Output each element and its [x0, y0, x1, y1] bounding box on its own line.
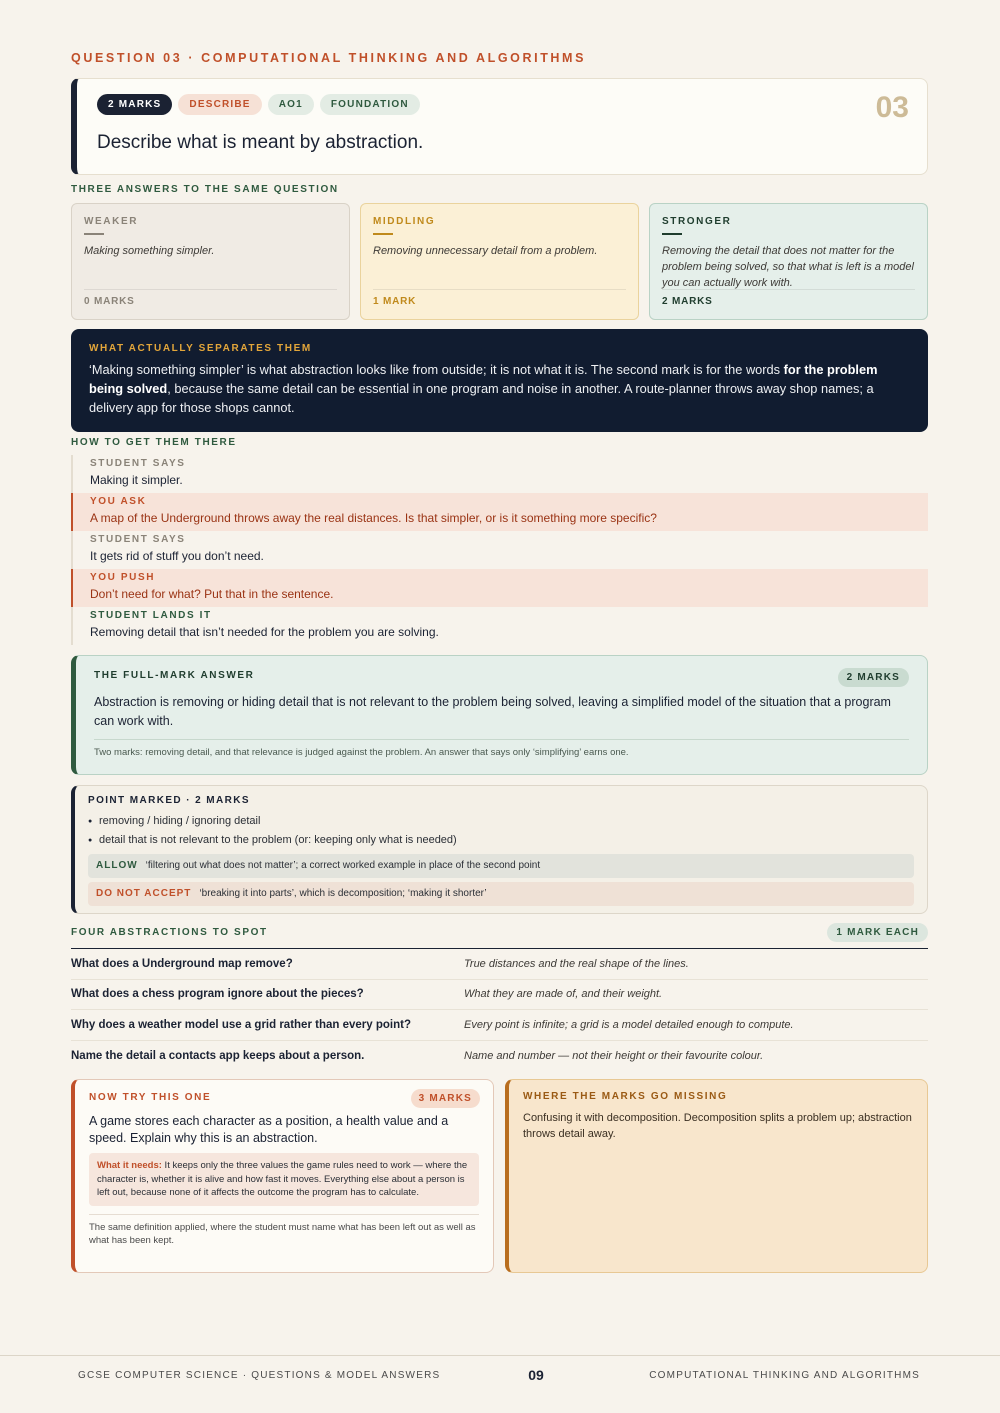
deny-text: ‘breaking it into parts’, which is decomposition; ‘making it shorter’ [199, 888, 487, 899]
page-number: 09 [528, 1367, 544, 1383]
mark-point: ● detail that is not relevant to the problem (or: keeping only what is needed) [88, 831, 914, 850]
divider [662, 233, 682, 235]
row-question: What does a chess program ignore about the pieces? [71, 988, 364, 1001]
speaker-label: STUDENT LANDS IT [90, 610, 212, 621]
marks-badge: 2 MARKS [838, 668, 909, 687]
row-question: Name the detail a contacts app keeps about a person. [71, 1049, 365, 1062]
coaching-dialog [71, 455, 928, 645]
callout-text: , because the same detail can be essential in one program and noise in another. A route-planner throws away shop names; a delivery app for those shops cannot. [89, 381, 874, 415]
callout-label: WHAT ACTUALLY SEPARATES THEM [89, 343, 312, 354]
mark-point: ● removing / hiding / ignoring detail [88, 812, 914, 831]
question-number: 03 [875, 91, 909, 124]
speaker-text: Making it simpler. [90, 473, 183, 487]
divider [84, 233, 104, 235]
table-row [71, 980, 928, 1011]
dialog-turn-student [71, 455, 928, 493]
what-it-needs [89, 1153, 479, 1206]
section-heading: FOUR ABSTRACTIONS TO SPOT [71, 927, 268, 938]
deny-tag: DO NOT ACCEPT [96, 888, 192, 899]
callout-emphasis: for the problem being solved [89, 362, 878, 396]
table-row [71, 949, 928, 980]
dialog-turn-student-final [71, 607, 928, 645]
marks-badge: 3 MARKS [411, 1089, 480, 1108]
question-card [71, 78, 928, 175]
speaker-label: YOU PUSH [90, 572, 156, 583]
marking-note: Two marks: removing detail, and that relevance is judged against the problem. An answer that says only ‘simplifying’ earns one. [94, 739, 909, 758]
mark-points [88, 812, 914, 850]
divider [373, 233, 393, 235]
marks-badge: 1 MARK EACH [827, 923, 928, 942]
speaker-text: Removing detail that isn’t needed for the problem you are solving. [90, 625, 439, 639]
page-footer [0, 1355, 1000, 1413]
card-label: NOW TRY THIS ONE [89, 1092, 212, 1103]
footer-chapter: COMPUTATIONAL THINKING AND ALGORITHMS [649, 1370, 920, 1381]
speaker-text: It gets rid of stuff you don’t need. [90, 549, 264, 563]
answer-text: Removing the detail that does not matter for the problem being solved, so that what is left is a model you can actually work with. [662, 245, 914, 289]
mark-scheme [71, 785, 928, 914]
answer-marks: 0 MARKS [84, 289, 337, 307]
row-answer: True distances and the real shape of the lines. [464, 957, 689, 970]
speaker-text: A map of the Underground throws away the real distances. Is that simpler, or is it something more specific? [90, 511, 657, 525]
do-not-accept-strip [88, 882, 914, 906]
dialog-turn-teacher [71, 493, 928, 531]
full-mark-answer-card [71, 655, 928, 775]
row-answer: What they are made of, and their weight. [464, 988, 663, 1001]
row-answer: Every point is infinite; a grid is a model detailed enough to compute. [464, 1018, 794, 1031]
dialog-turn-teacher [71, 569, 928, 607]
speaker-label: STUDENT SAYS [90, 534, 186, 545]
objective-pill: AO1 [268, 94, 314, 115]
dialog-heading: HOW TO GET THEM THERE [71, 437, 237, 448]
speaker-label: YOU ASK [90, 496, 147, 507]
tier-pill: FOUNDATION [320, 94, 420, 115]
needs-label: What it needs: [97, 1160, 162, 1171]
card-label: WHERE THE MARKS GO MISSING [523, 1091, 728, 1102]
middling-answer-card [360, 203, 639, 320]
practice-question: A game stores each character as a position, a health value and a speed. Explain why this is an abstraction. [89, 1114, 449, 1145]
answer-text: Making something simpler. [84, 245, 215, 257]
row-question: Why does a weather model use a grid rather than every point? [71, 1018, 411, 1031]
answer-level: MIDDLING [373, 216, 436, 227]
answer-marks: 1 MARK [373, 289, 626, 307]
try-this-card [71, 1079, 494, 1273]
speaker-label: STUDENT SAYS [90, 458, 186, 469]
model-answer: Abstraction is removing or hiding detail that is not relevant to the problem being solved, leaving a simplified model of the situation that a program can work with. [94, 695, 891, 728]
needs-text: It keeps only the three values the game rules need to work — where the character is, whether it is alive and how fast it moves. Everything else about a person is left out, because none of it affects the outcome the program has to calculate. [97, 1160, 468, 1198]
question-text: Describe what is meant by abstraction. [97, 132, 424, 153]
card-body: Confusing it with decomposition. Decomposition splits a problem up; abstraction throws detail away. [523, 1112, 912, 1140]
speaker-text: Don’t need for what? Put that in the sentence. [90, 587, 334, 601]
question-tags [97, 94, 420, 115]
answer-comparison [71, 203, 928, 320]
row-question: What does a Underground map remove? [71, 957, 293, 970]
marks-missing-card [505, 1079, 928, 1273]
card-label: THE FULL-MARK ANSWER [94, 670, 255, 681]
answers-heading: THREE ANSWERS TO THE SAME QUESTION [71, 184, 339, 195]
dialog-turn-student [71, 531, 928, 569]
answer-level: STRONGER [662, 216, 732, 227]
allow-tag: ALLOW [96, 860, 138, 871]
marks-pill: 2 MARKS [97, 94, 172, 115]
allow-strip [88, 854, 914, 878]
four-abstractions-table [71, 949, 928, 1071]
row-answer: Name and number — not their height or their favourite colour. [464, 1049, 764, 1062]
allow-text: ‘filtering out what does not matter’; a correct worked example in place of the second point [145, 860, 541, 871]
table-row [71, 1041, 928, 1072]
practice-note: The same definition applied, where the student must name what has been left out as well as what has been kept. [89, 1214, 479, 1248]
stronger-answer-card [649, 203, 928, 320]
command-word-pill: DESCRIBE [178, 94, 261, 115]
answer-text: Removing unnecessary detail from a problem. [373, 245, 598, 257]
weaker-answer-card [71, 203, 350, 320]
footer-book-title: GCSE COMPUTER SCIENCE · QUESTIONS & MODEL ANSWERS [78, 1370, 441, 1381]
callout-body [89, 360, 910, 417]
question-kicker: QUESTION 03 · COMPUTATIONAL THINKING AND ALGORITHMS [71, 51, 587, 65]
separates-callout [71, 329, 928, 432]
answer-level: WEAKER [84, 216, 139, 227]
table-row [71, 1010, 928, 1041]
answer-marks: 2 MARKS [662, 289, 915, 307]
four-abstractions-header [71, 923, 928, 949]
callout-text: ‘Making something simpler’ is what abstraction looks like from outside; it is not what it is. The second mark is for the words [89, 362, 784, 377]
scheme-label: POINT MARKED · 2 MARKS [88, 795, 250, 806]
